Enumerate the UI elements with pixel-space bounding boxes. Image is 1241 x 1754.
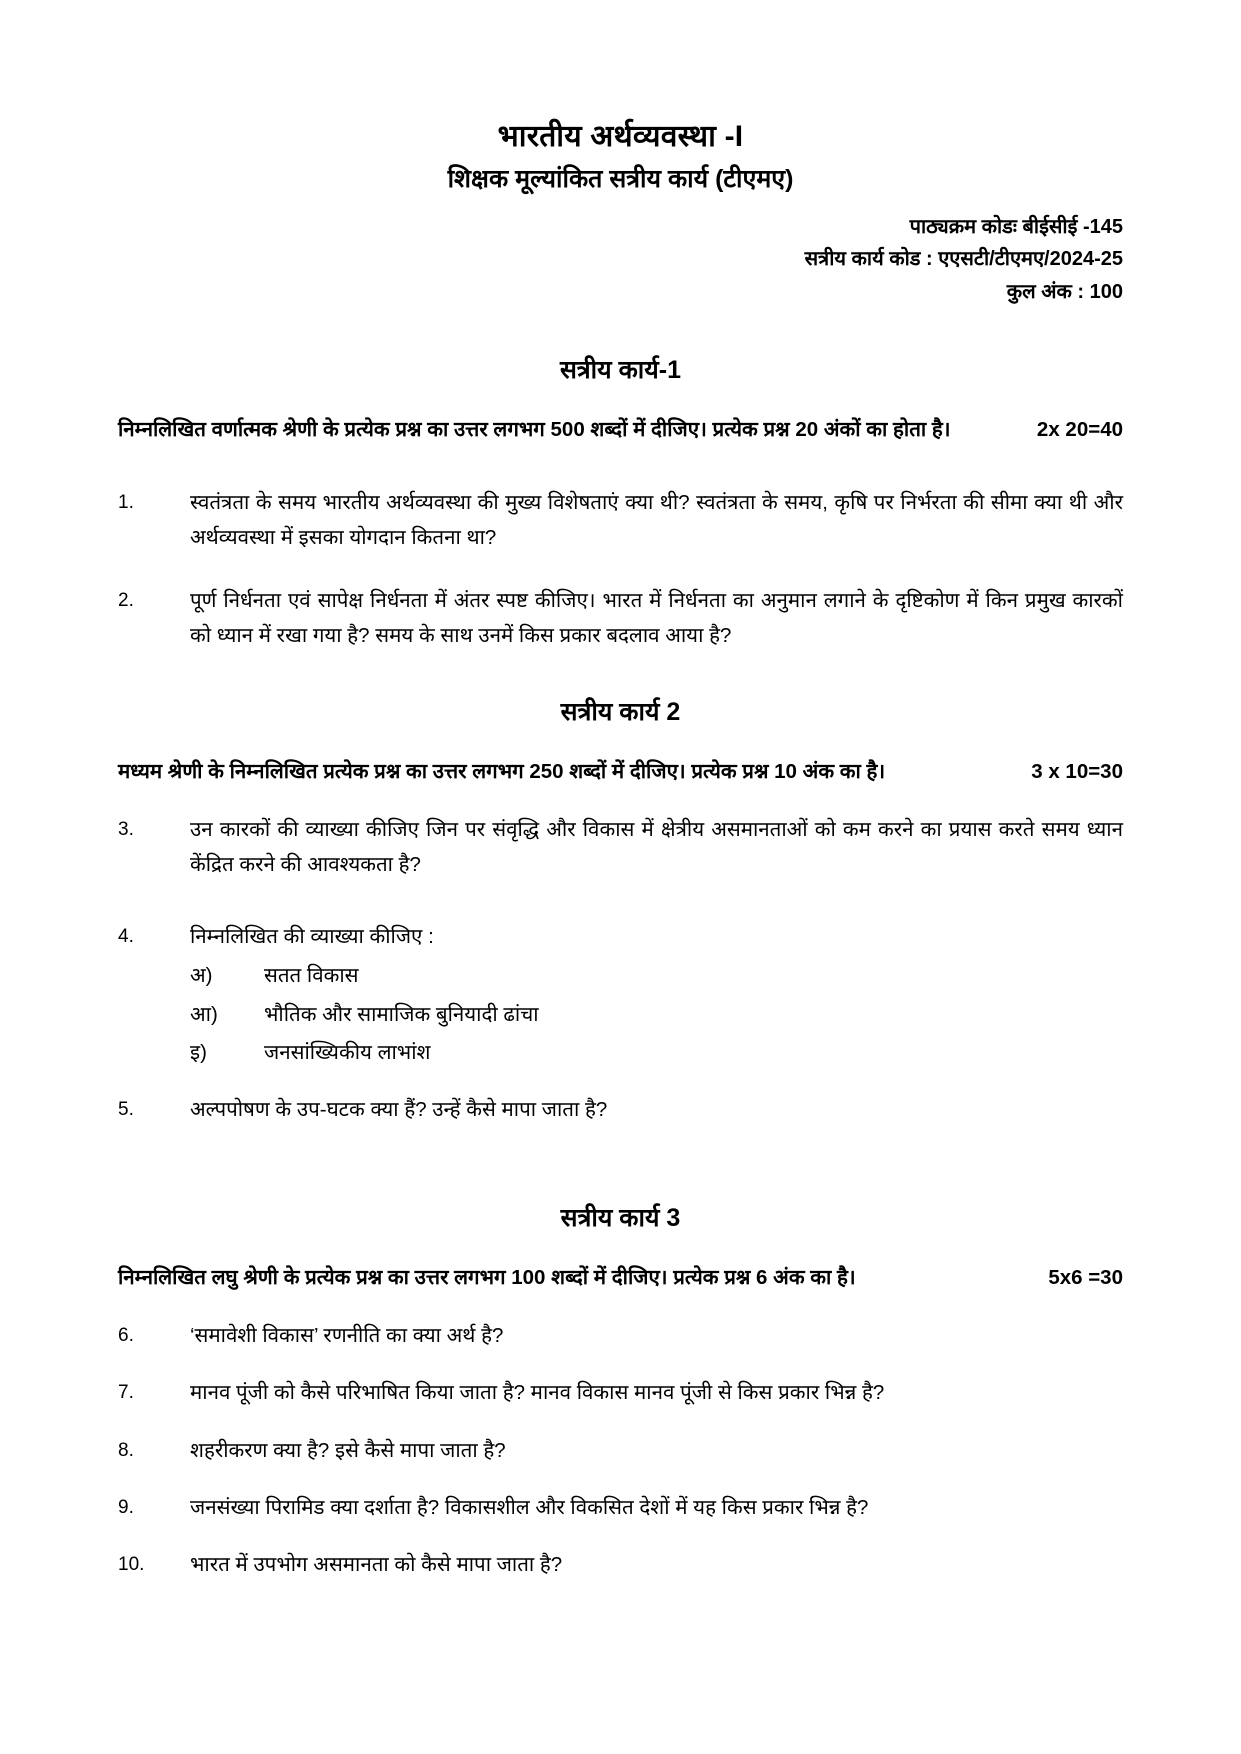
assignment-2-question-list <box>118 812 1123 1127</box>
page-title: भारतीय अर्थव्यवस्था -I <box>497 120 744 153</box>
sub-item <box>190 960 1123 993</box>
sub-item-text: जनसांख्यिकीय लाभांश <box>264 1041 431 1065</box>
assignment-3-question-list <box>118 1318 1123 1582</box>
question-number: 4. <box>118 925 134 947</box>
sub-item-text: भौतिक और सामाजिक बुनियादी ढांचा <box>264 1002 539 1026</box>
question-text: अल्पपोषण के उप-घटक क्या हैं? उन्हें कैसे मापा जाता है? <box>190 1098 608 1122</box>
sub-item <box>190 1037 1123 1070</box>
question-number: 3. <box>118 819 134 841</box>
assignment-2-instruction-text: मध्यम श्रेणी के निम्नलिखित प्रत्येक प्रश्न का उत्तर लगभग 250 शब्दों में दीजिए। प्रत्येक प्रश्न 10 अंक का है। <box>118 759 886 783</box>
question-item <box>118 583 1123 654</box>
question-number: 2. <box>118 590 134 612</box>
document-header <box>118 118 1123 195</box>
question-item <box>118 1375 1123 1410</box>
course-code: पाठ्यक्रम कोडः बीईसीई -145 <box>909 216 1123 238</box>
assignment-code: सत्रीय कार्य कोड : एएसटी/टीएमए/2024-25 <box>804 248 1123 271</box>
question-item <box>118 1433 1123 1468</box>
question-number: 7. <box>118 1382 134 1404</box>
question-text: ‘समावेशी विकास’ रणनीति का क्या अर्थ है? <box>190 1324 504 1348</box>
question-text: शहरीकरण क्या है? इसे कैसे मापा जाता है? <box>190 1438 506 1462</box>
question-number: 8. <box>118 1439 134 1461</box>
assignment-2-marks: 3 x 10=30 <box>1031 759 1123 783</box>
question-item <box>118 1092 1123 1127</box>
sub-item <box>190 999 1123 1032</box>
question-body <box>190 919 1123 1071</box>
question-text: जनसंख्या पिरामिड क्या दर्शाता है? विकासशील और विकसित देशों में यह किस प्रकार भिन्न है? <box>190 1495 869 1519</box>
question-item <box>118 1547 1123 1582</box>
assignment-1-question-list <box>118 485 1123 654</box>
assignment-1-instruction-text: निम्नलिखित वर्णात्मक श्रेणी के प्रत्येक प्रश्न का उत्तर लगभग 500 शब्दों में दीजिए। प्रत्येक प्रश्न 20 अंकों का होता है। <box>118 418 951 442</box>
question-number: 10. <box>118 1554 145 1576</box>
question-number: 6. <box>118 1325 134 1347</box>
question-text: मानव पूंजी को कैसे परिभाषित किया जाता है? मानव विकास मानव पूंजी से किस प्रकार भिन्न है? <box>190 1381 885 1405</box>
sub-item-label: आ) <box>190 1002 218 1026</box>
question-text: उन कारकों की व्याख्या कीजिए जिन पर संवृद्धि और विकास में क्षेत्रीय असमानताओं को कम करने का प्रयास करते समय ध्यान केंद्रित करने की आवश्यकता है? <box>190 818 1123 877</box>
question-text: स्वतंत्रता के समय भारतीय अर्थव्यवस्था की मुख्य विशेषताएं क्या थी? स्वतंत्रता के समय, कृषि पर निर्भरता की सीमा क्या थी और अर्थव्यवस्था में इसका योगदान कितना था? <box>190 490 1123 549</box>
assignment-3-instruction <box>118 1260 1123 1296</box>
question-item <box>118 919 1123 1071</box>
question-text: भारत में उपभोग असमानता को कैसे मापा जाता है? <box>190 1553 563 1577</box>
assignment-1-heading: सत्रीय कार्य-1 <box>559 356 682 385</box>
question-number: 5. <box>118 1099 134 1121</box>
question-text: पूर्ण निर्धनता एवं सापेक्ष निर्धनता में अंतर स्पष्ट कीजिए। भारत में निर्धनता का अनुमान लगाने के दृष्टिकोण में किन प्रमुख कारकों को ध्यान में रखा गया है? समय के साथ उनमें किस प्रकार बदलाव आया है? <box>190 589 1123 648</box>
question-item <box>118 1490 1123 1525</box>
question-sub-list <box>190 960 1123 1070</box>
sub-item-label: इ) <box>190 1041 207 1065</box>
question-number: 1. <box>118 491 134 513</box>
question-number: 9. <box>118 1496 134 1518</box>
assignment-1-marks: 2x 20=40 <box>1036 418 1123 442</box>
sub-item-text: सतत विकास <box>264 963 359 987</box>
assignment-2-instruction <box>118 754 1123 790</box>
sub-item-label: अ) <box>190 963 213 987</box>
page-subtitle: शिक्षक मूल्यांकित सत्रीय कार्य (टीएमए) <box>447 164 794 193</box>
total-marks: कुल अंक : 100 <box>1006 280 1123 303</box>
question-item <box>118 1318 1123 1353</box>
assignment-3-heading: सत्रीय कार्य 3 <box>560 1203 681 1232</box>
assignment-3-instruction-text: निम्नलिखित लघु श्रेणी के प्रत्येक प्रश्न का उत्तर लगभग 100 शब्दों में दीजिए। प्रत्येक प्रश्न 6 अंक का है। <box>118 1265 856 1289</box>
question-text: निम्नलिखित की व्याख्या कीजिए : <box>190 924 434 948</box>
question-item <box>118 485 1123 556</box>
question-item <box>118 812 1123 883</box>
document-metadata <box>118 211 1123 308</box>
assignment-1-instruction <box>118 412 1123 448</box>
assignment-3-marks: 5x6 =30 <box>1048 1265 1123 1289</box>
assignment-2-heading: सत्रीय कार्य 2 <box>560 697 681 726</box>
